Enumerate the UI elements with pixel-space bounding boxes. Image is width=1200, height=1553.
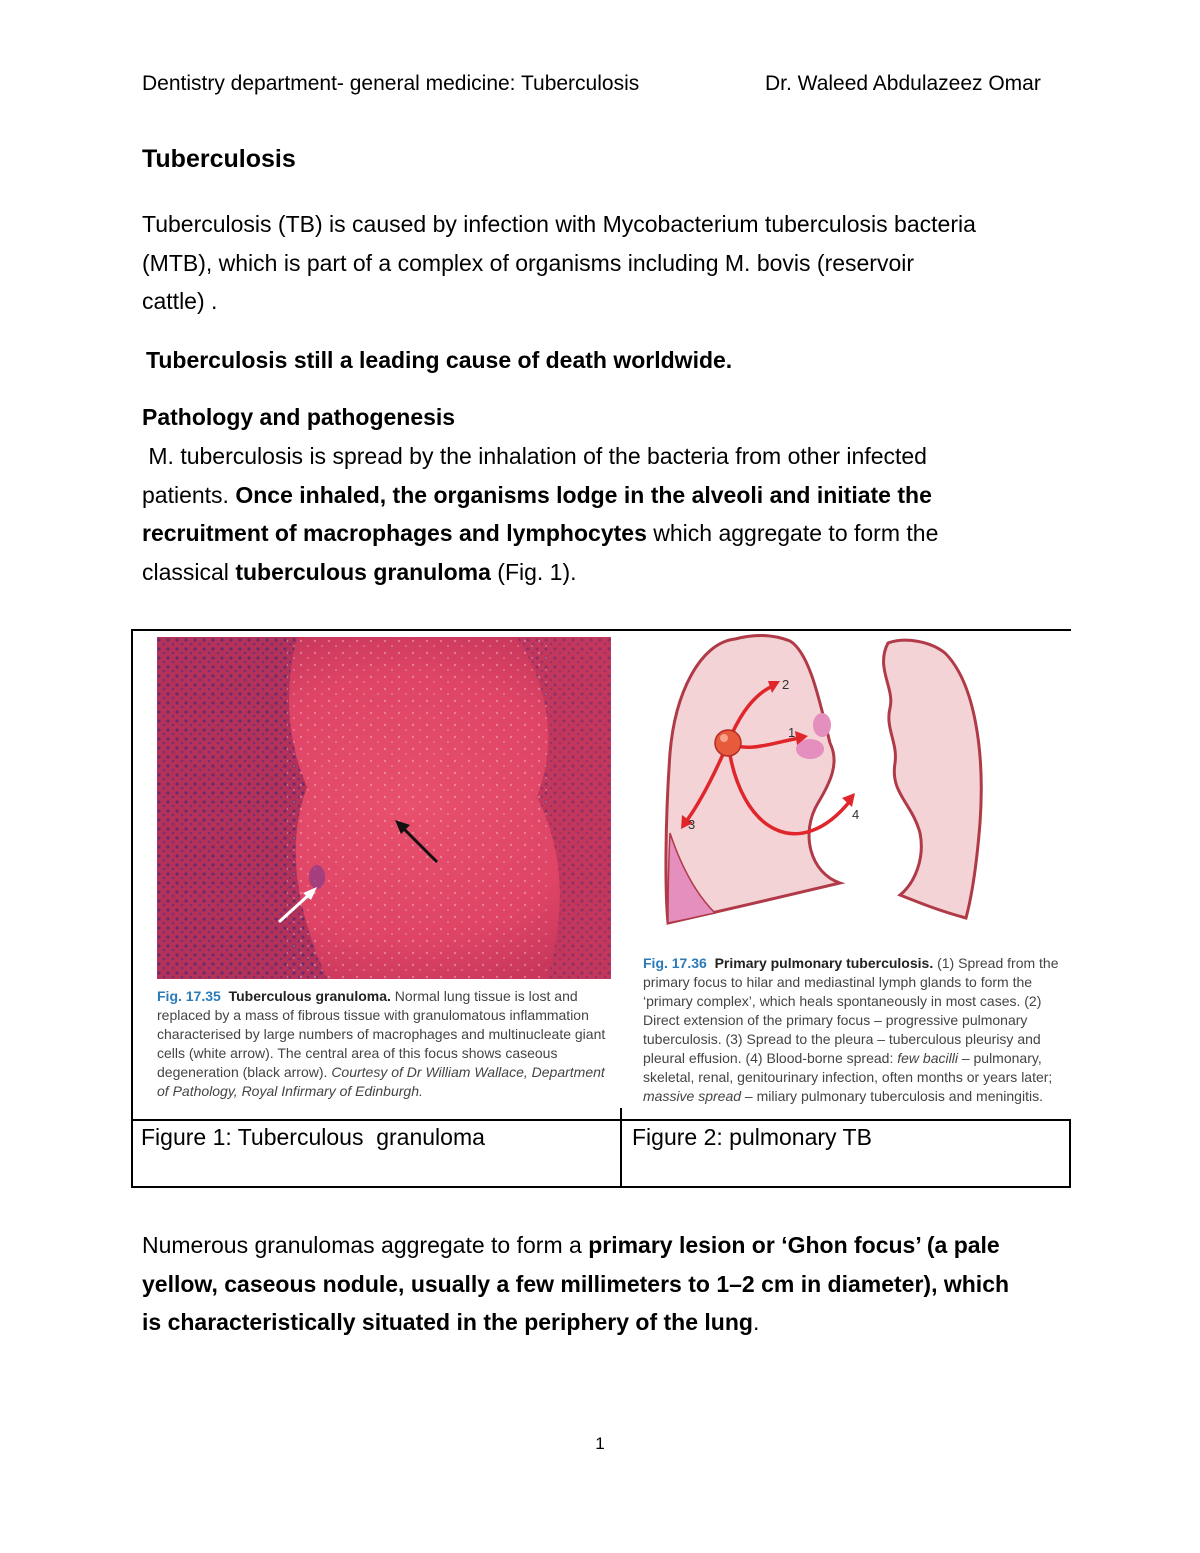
table-border-middle-horizontal [131,1119,1071,1121]
figure-1-courtesy: Courtesy of Dr William Wallace, Department of Pathology, Royal Infirmary of Edinburgh. [157,1064,605,1099]
figure-2-label: Figure 2: pulmonary TB [632,1124,872,1150]
pathology-line-3 [142,514,1072,553]
primary-focus-highlight [720,734,728,742]
ghon-line-3-end: . [752,1309,760,1335]
primary-tb-lung-diagram [640,633,1068,951]
marker-2: 2 [782,677,790,692]
table-border-top [131,629,1071,631]
pathology-line-4-plain-2: (Fig. 1). [490,558,577,585]
pathology-line-2-bold: Once inhaled, the organisms lodge in the alveoli and initiate the [235,481,932,508]
pathology-line-4-plain-1: classical [142,558,236,585]
figure-1-title: Tuberculous granuloma. [228,988,391,1004]
right-lung-shape [884,640,982,918]
highlight-statement: Tuberculosis still a leading cause of death worldwide. [146,347,733,373]
pathology-line-4 [142,553,1072,592]
figure-2-number: Fig. 17.36 [643,955,707,971]
pathology-line-4-bold: tuberculous granuloma [235,558,491,585]
ghon-line-2 [142,1265,1072,1304]
figure-1-number: Fig. 17.35 [157,988,221,1004]
marker-3: 3 [688,817,696,832]
section-heading-pathology: Pathology and pathogenesis [142,404,456,430]
primary-focus-icon [715,730,741,756]
ghon-line-1 [142,1226,1072,1265]
marker-1: 1 [788,725,796,740]
table-border-right [1069,1120,1071,1188]
pathology-line-2 [142,476,1072,515]
pathology-line-3-plain: which aggregate to form the [646,520,939,546]
granuloma-micrograph [157,637,611,979]
figure-1-text: Normal lung tissue is lost and replaced by a mass of fibrous tissue with granulomatous inflammation characterised by large numbers of macrophages and multinucleate giant cells (white arrow). The central area of this focus shows caseous degeneration (black arrow). [157,988,606,1080]
page-number: 1 [595,1434,605,1453]
figure-2-few-bacilli: few bacilli [897,1050,958,1066]
figure-1-caption [157,987,617,1101]
table-border-left [131,629,133,1188]
figure-2-text-2: – pulmonary, skeletal, renal, genitourinary infection, often months or years later; [643,1050,1053,1085]
ghon-line-3 [142,1303,1072,1342]
pathology-paragraph [142,437,1072,591]
figure-2-caption [643,954,1068,1106]
header-right: Dr. Waleed Abdulazeez Omar [765,72,1041,95]
intro-line-3: cattle) . [142,288,218,314]
intro-line-1: Tuberculosis (TB) is caused by infection with Mycobacterium tuberculosis bacteria [142,211,976,237]
ghon-line-1-plain: Numerous granulomas aggregate to form a [142,1232,589,1258]
figure-1-label: Figure 1: Tuberculous granuloma [141,1124,485,1150]
left-lung-shape [666,636,840,924]
lymph-gland-icon [813,713,831,737]
table-border-bottom [131,1186,1071,1188]
pathology-line-2-plain: patients. [142,481,236,508]
pathology-line-3-bold: recruitment of macrophages and lymphocytes [142,520,647,546]
intro-paragraph [142,205,1072,321]
intro-line-2: (MTB), which is part of a complex of organisms including M. bovis (reservoir [142,249,915,276]
ghon-line-2-bold: yellow, caseous nodule, usually a few millimeters to 1–2 cm in diameter), which [142,1270,1010,1297]
ghon-line-3-bold: is characteristically situated in the periphery of the lung [142,1309,753,1335]
figure-2-text-1: (1) Spread from the primary focus to hilar and mediastinal lymph glands to form the ‘primary complex’, which heals spontaneously in most cases. (2) Direct extension of the primary focus – progressive pulmonary tuberculosis. (3) Spread to the pleura – tuberculous pleurisy and pleural effusion. (4) Blood-borne spread: [643,955,1059,1066]
pathology-line-1: M. tuberculosis is spread by the inhalation of the bacteria from other infected [142,443,927,469]
header-left: Dentistry department- general medicine: Tuberculosis [142,72,640,95]
figure-2-title: Primary pulmonary tuberculosis. [714,955,934,971]
page-title: Tuberculosis [142,145,296,173]
ghon-focus-paragraph [142,1226,1072,1342]
figure-2-text-3: – miliary pulmonary tuberculosis and meningitis. [741,1088,1043,1104]
figure-2-massive-spread: massive spread [643,1088,742,1104]
marker-4: 4 [852,807,860,822]
ghon-line-1-bold: primary lesion or ‘Ghon focus’ (a pale [588,1232,1000,1258]
